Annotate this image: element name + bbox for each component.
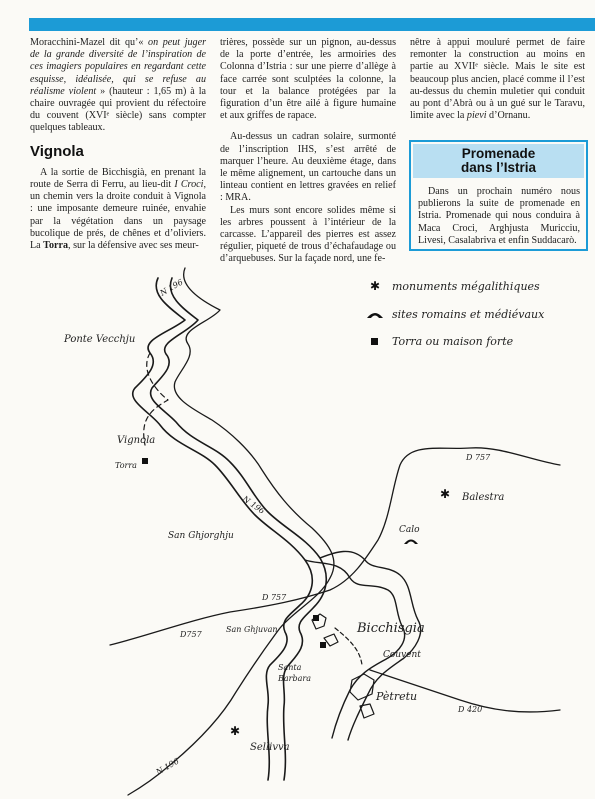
- hand-drawn-map: [0, 260, 595, 799]
- label-san-ghjorghju: San Ghjorghju: [168, 531, 234, 541]
- label-d757-left: D757: [180, 630, 202, 639]
- road-d757: [110, 448, 560, 645]
- text-column-1: [30, 37, 206, 252]
- label-d757-right: D 757: [466, 453, 491, 462]
- paragraph-cadran: Au-dessus un cadran solaire, surmonté de l’inscription IHS, s’est arrêté de marquer l’heure. Au deuxième étage, dans le même alignement, un cartouche dans un linteau contient en lettres gravées en relief : MRA.: [220, 131, 396, 204]
- label-san-ghjuvan: San Ghjuvan: [226, 625, 278, 634]
- map-svg: [0, 260, 595, 799]
- square-icon: [371, 338, 378, 345]
- legend-label-torra: Torra ou maison forte: [392, 335, 514, 348]
- label-petretu: Pètretu: [376, 690, 418, 703]
- map-legend: [367, 279, 545, 348]
- legend-label-sites: sites romains et médiévaux: [392, 308, 545, 321]
- label-santa: Santa: [278, 663, 302, 672]
- label-vignola: Vignola: [117, 435, 156, 446]
- asterisk-icon: ✱: [370, 279, 381, 293]
- label-balestra: Balestra: [462, 492, 505, 503]
- promenade-sidebar-box: [409, 140, 588, 251]
- torra-marker-vignola: [142, 458, 148, 464]
- paragraph-chaire: Moracchini-Mazel dit qu’« on peut juger de la grande diversité de l’inspiration de ces imagiers populaires en regardant cette esquisse, idéalisée, qui se refuse au réalisme violent » (hauteur : 1,65 m) à la chaire ouvragée qui provient du réfectoire du couvent (XVIᵉ siècle) sans compter quelques tableaux.: [30, 37, 207, 134]
- river-bank-left: [133, 278, 313, 780]
- header-color-bar: [29, 18, 595, 31]
- italic-quote: on peut juger de la grande diversité de l’inspiration de ces imagiers populaires en regardant cette esquisse, idéalisée, qui se refuse au réalisme violent: [30, 37, 207, 97]
- river-bank-right: [151, 278, 327, 780]
- sidebar-title: Promenade dans l’Istria: [413, 144, 584, 178]
- torra-marker-bicchisgia-south: [320, 642, 326, 648]
- arch-icon: [367, 313, 383, 318]
- torra-marker-bicchisgia: [313, 615, 319, 621]
- label-n196-mid: N 196: [240, 494, 267, 516]
- asterisk-icon: ✱: [440, 487, 451, 501]
- label-couvent: Couvent: [383, 650, 421, 660]
- legend-label-megalithic: monuments mégalithiques: [392, 280, 540, 293]
- asterisk-icon: ✱: [230, 724, 241, 738]
- text-column-3: [410, 37, 585, 122]
- label-bicchisgia: Bicchisgia: [357, 621, 425, 636]
- paragraph-armoiries: trières, possède sur un pignon, au-dessus de la porte d’entrée, les armoiries des Colonna d’Istria : sur une pierre d’allège à face carrée sont sculptées la colonne, la tour et la balance protégées par la figuration d’un être ailé à figure humaine et aux griffes de rapace.: [220, 37, 396, 122]
- label-ponte-vecchju: Ponte Vecchju: [64, 334, 136, 345]
- paragraph-vignola: A la sortie de Bicchisgià, en prenant la route de Serra di Ferru, au lieu-dit I Croci, un chemin vers la droite conduit à Vignola : une imposante demeure ruinée, envahie par la végétation dans un paysage bucolique de prés, de chênes et d’oliviers. La Torra, sur la défensive avec ses meur-: [30, 166, 206, 252]
- paragraph-murs: Les murs sont encore solides même si les arbres poussent à l’intérieur de la carcasse. L’appareil des pierres est assez régulier, piqueté de trous d’échafaudage ou d’arquebuses. Sur la façade nord, une fe-: [220, 204, 396, 265]
- label-calo: Calo: [399, 525, 420, 535]
- label-d420: D 420: [458, 705, 483, 714]
- river-branch-east: [305, 560, 405, 738]
- arch-icon: [404, 540, 418, 545]
- paragraph-fenetre: nêtre à appui mouluré permet de faire remonter la construction au moins en partie au XVIIᵉ siècle. Mais le site est beaucoup plus ancien, placé comme il l’est au-dessus du chemin muletier qui conduit au pont d’Abrà ou à un gué sur le Taravu, limite avec la pievi d’Ornanu.: [410, 37, 585, 122]
- label-n196-top: N 196: [158, 277, 185, 298]
- label-barbara: Barbara: [278, 674, 311, 683]
- label-n196-bottom: N 196: [154, 756, 181, 777]
- label-sellivva: Sellivva: [250, 742, 290, 753]
- sidebar-text: Dans un prochain numéro nous publierons la suite de promenade en Istria. Promenade qui nous conduira à Maca Croci, Arghjusta Muricciu, Livesi, Casalabriva et enfin Suddacarò.: [418, 186, 580, 246]
- label-d757-mid: D 757: [262, 593, 287, 602]
- text-column-2: [220, 37, 396, 266]
- section-heading-vignola: Vignola: [30, 142, 84, 160]
- label-torra: Torra: [115, 461, 137, 470]
- petretu-village: [350, 674, 374, 718]
- river-branch-east-2: [320, 551, 421, 740]
